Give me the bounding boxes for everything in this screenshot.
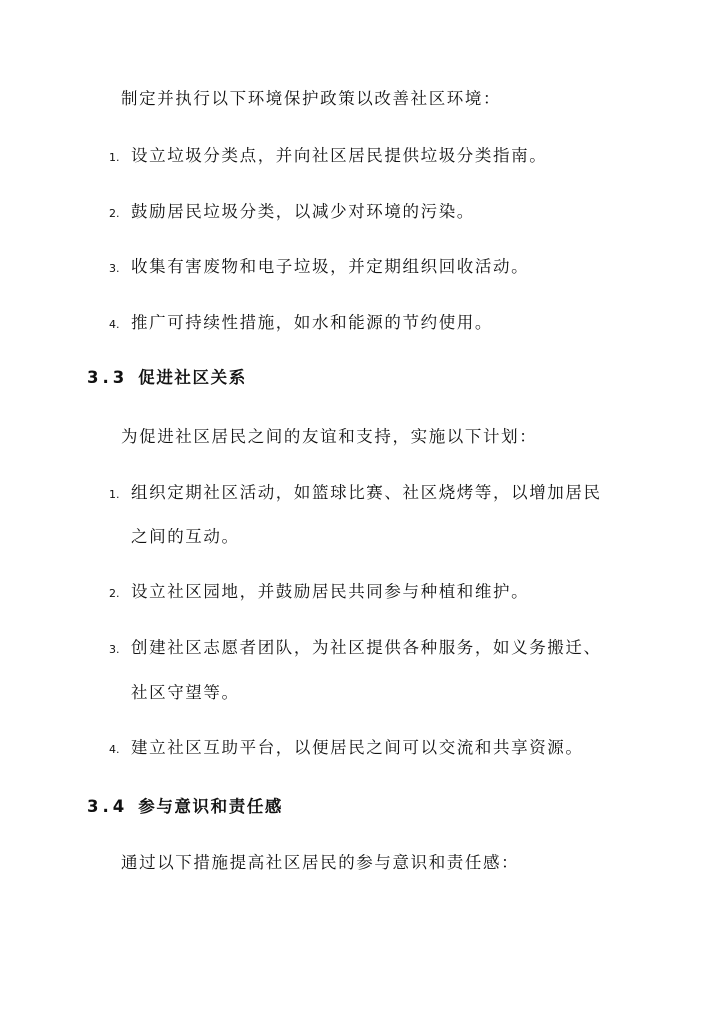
list-item	[109, 201, 475, 225]
list-number: 4.	[109, 318, 120, 331]
list-item-continuation: 之间的互动。	[131, 527, 240, 546]
list-item	[109, 256, 529, 280]
section-number: 3.3	[87, 368, 129, 387]
intro-paragraph-relations: 为促进社区居民之间的友谊和支持，实施以下计划：	[121, 427, 538, 446]
intro-paragraph-environment: 制定并执行以下环境保护政策以改善社区环境：	[121, 89, 502, 108]
list-item-text: 鼓励居民垃圾分类，以减少对环境的污染。	[131, 202, 475, 221]
list-item-text: 推广可持续性措施，如水和能源的节约使用。	[131, 313, 493, 332]
list-item-continuation: 社区守望等。	[131, 683, 240, 702]
section-title: 参与意识和责任感	[138, 797, 284, 816]
list-item	[109, 581, 529, 605]
section-heading-3-4	[87, 796, 283, 818]
list-item	[109, 312, 493, 336]
section-heading-3-3	[87, 367, 247, 389]
list-item	[109, 145, 547, 169]
list-item	[109, 737, 584, 761]
list-number: 4.	[109, 743, 120, 756]
list-item-text: 组织定期社区活动，如篮球比赛、社区烧烤等，以增加居民	[131, 483, 602, 502]
list-number: 3.	[109, 262, 120, 275]
list-number: 2.	[109, 587, 120, 600]
list-item-text: 创建社区志愿者团队，为社区提供各种服务，如义务搬迁、	[131, 638, 602, 657]
section-title: 促进社区关系	[138, 368, 247, 387]
list-item-text: 设立垃圾分类点，并向社区居民提供垃圾分类指南。	[131, 146, 548, 165]
list-number: 1.	[109, 488, 120, 501]
list-item-text: 建立社区互助平台，以便居民之间可以交流和共享资源。	[131, 738, 584, 757]
list-item-text: 设立社区园地，并鼓励居民共同参与种植和维护。	[131, 582, 530, 601]
list-number: 1.	[109, 151, 120, 164]
list-number: 2.	[109, 207, 120, 220]
list-item	[109, 482, 602, 506]
intro-paragraph-participation: 通过以下措施提高社区居民的参与意识和责任感：	[121, 853, 520, 872]
list-item-text: 收集有害废物和电子垃圾，并定期组织回收活动。	[131, 257, 530, 276]
list-number: 3.	[109, 643, 120, 656]
section-number: 3.4	[87, 797, 129, 816]
list-item	[109, 637, 602, 661]
